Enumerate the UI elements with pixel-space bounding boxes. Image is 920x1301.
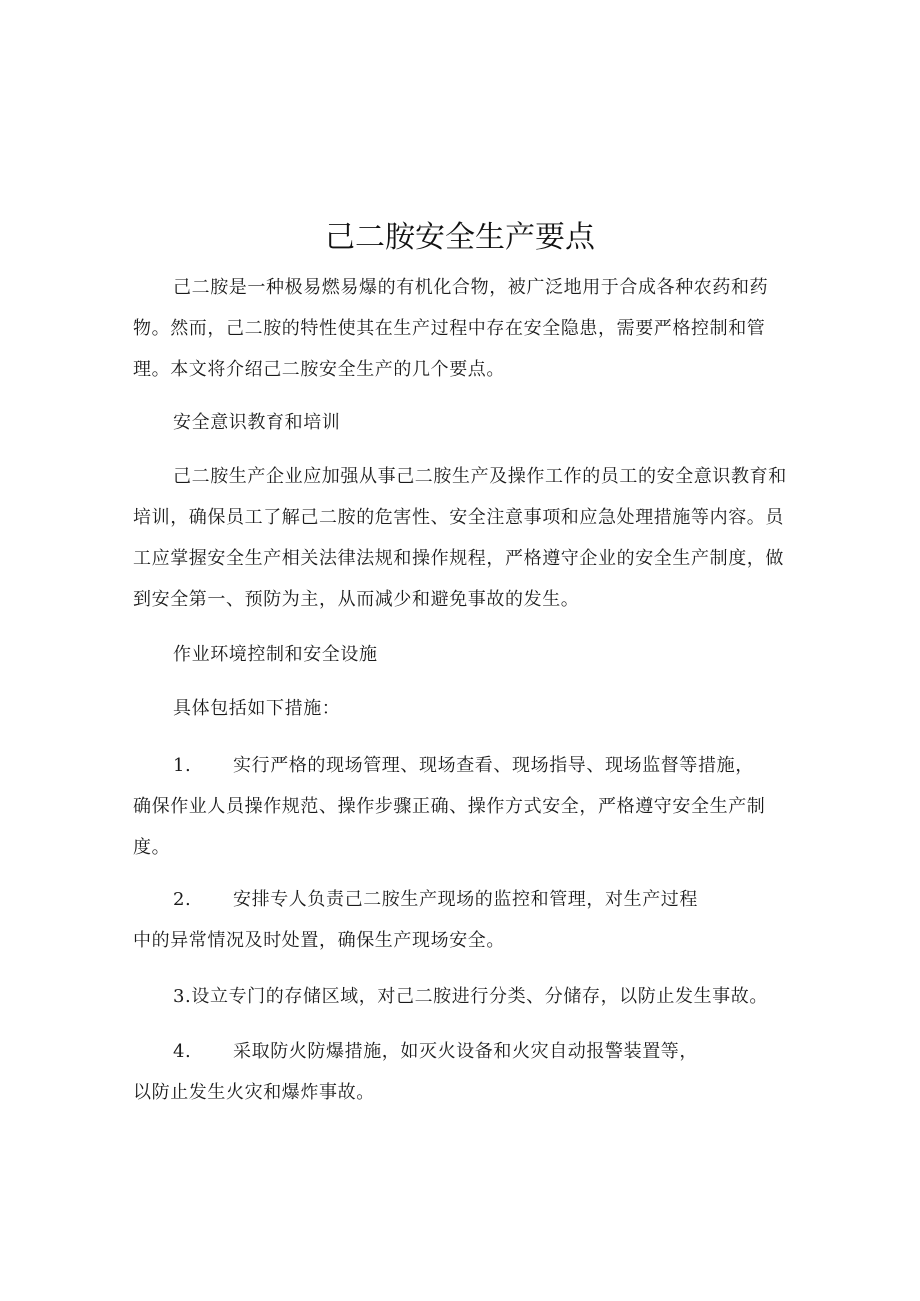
intro-paragraph: 己二胺是一种极易燃易爆的有机化合物，被广泛地用于合成各种农药和药物。然而，己二胺的特性使其在生产过程中存在安全隐患，需要严格控制和管理。本文将介绍己二胺安全生产的几个要点。 bbox=[133, 277, 769, 380]
list-item bbox=[133, 1031, 798, 1113]
list-item bbox=[133, 879, 798, 961]
section-heading-training: 安全意识教育和培训 bbox=[173, 412, 341, 433]
list-item-first-line: 采取防火防爆措施，如灭火设备和火灾自动报警装置等， bbox=[233, 1041, 698, 1062]
section-heading-environment: 作业环境控制和安全设施 bbox=[173, 644, 378, 665]
list-item bbox=[133, 745, 798, 868]
list-item-number: 2. bbox=[173, 889, 192, 910]
training-paragraph: 己二胺生产企业应加强从事己二胺生产及操作工作的员工的安全意识教育和培训，确保员工了解己二胺的危害性、安全注意事项和应急处理措施等内容。员工应掌握安全生产相关法律法规和操作规程，严格遵守企业的安全生产制度，做到安全第一、预防为主，从而减少和避免事故的发生。 bbox=[133, 466, 787, 610]
list-item-continuation: 以防止发生火灾和爆炸事故。 bbox=[133, 1082, 375, 1103]
list-item-text: 3.设立专门的存储区域，对己二胺进行分类、分储存，以防止发生事故。 bbox=[173, 986, 768, 1007]
list-item bbox=[173, 976, 813, 1017]
list-item-number: 4. bbox=[173, 1041, 192, 1062]
list-item-first-line: 安排专人负责己二胺生产现场的监控和管理，对生产过程 bbox=[233, 889, 698, 910]
measures-lead: 具体包括如下措施： bbox=[173, 698, 341, 719]
list-item-continuation: 确保作业人员操作规范、操作步骤正确、操作方式安全，严格遵守安全生产制度。 bbox=[133, 796, 766, 858]
list-item-first-line: 实行严格的现场管理、现场查看、现场指导、现场监督等措施， bbox=[233, 755, 754, 776]
list-item-number: 1. bbox=[173, 755, 192, 776]
page-title: 己二胺安全生产要点 bbox=[325, 220, 595, 255]
list-item-continuation: 中的异常情况及时处置，确保生产现场安全。 bbox=[133, 930, 505, 951]
